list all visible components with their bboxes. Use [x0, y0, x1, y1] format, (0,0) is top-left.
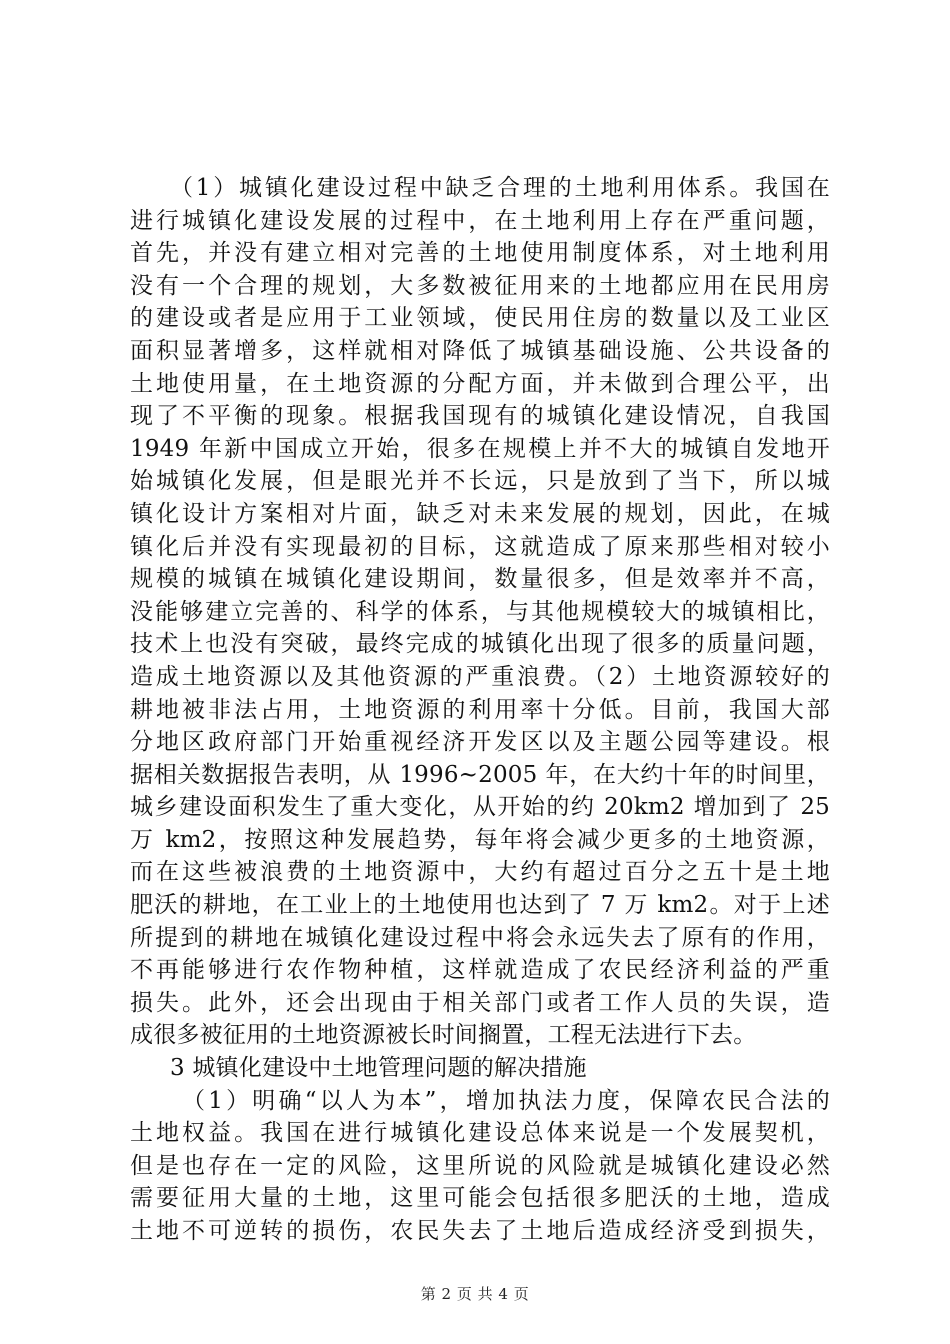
text-line: 耕地被非法占用，土地资源的利用率十分低。目前，我国大部 — [130, 696, 830, 723]
text-line: 成很多被征用的土地资源被长时间搁置，工程无法进行下去。 — [130, 1022, 757, 1049]
text-line: 城乡建设面积发生了重大变化，从开始的约 20km2 增加到了 25 — [130, 794, 830, 821]
text-line: 土地权益。我国在进行城镇化建设总体来说是一个发展契机， — [130, 1120, 830, 1147]
text-line: 不再能够进行农作物种植，这样就造成了农民经济利益的严重 — [130, 957, 830, 984]
text-line: 造成土地资源以及其他资源的严重浪费。（2）土地资源较好的 — [130, 663, 830, 690]
text-line: 肥沃的耕地，在工业上的土地使用也达到了 7 万 km2。对于上述 — [130, 892, 830, 919]
text-line: 始城镇化发展，但是眼光并不长远，只是放到了当下，所以城 — [130, 468, 830, 495]
page-footer — [0, 1283, 950, 1304]
text-line: 分地区政府部门开始重视经济开发区以及主题公园等建设。根 — [130, 729, 830, 756]
text-line: 但是也存在一定的风险，这里所说的风险就是城镇化建设必然 — [130, 1152, 830, 1179]
text-line: 损失。此外，还会出现由于相关部门或者工作人员的失误，造 — [130, 989, 830, 1016]
text-line: 而在这些被浪费的土地资源中，大约有超过百分之五十是土地 — [130, 859, 830, 886]
section-heading: 3 城镇化建设中土地管理问题的解决措施 — [170, 1055, 587, 1082]
text-line: （1）明确“以人为本”，增加执法力度，保障农民合法的 — [182, 1087, 830, 1114]
text-line: 土地不可逆转的损伤，农民失去了土地后造成经济受到损失， — [130, 1218, 830, 1244]
text-line: 的建设或者是应用于工业领域，使民用住房的数量以及工业区 — [130, 305, 830, 332]
text-line: 规模的城镇在城镇化建设期间，数量很多，但是效率并不高， — [130, 566, 830, 593]
text-line: 进行城镇化建设发展的过程中，在土地利用上存在严重问题， — [130, 207, 830, 234]
text-line: 现了不平衡的现象。根据我国现有的城镇化建设情况，自我国 — [130, 403, 830, 430]
text-line: 没能够建立完善的、科学的体系，与其他规模较大的城镇相比， — [130, 598, 830, 625]
text-line: 镇化后并没有实现最初的目标，这就造成了原来那些相对较小 — [130, 533, 830, 560]
text-line: 所提到的耕地在城镇化建设过程中将会永远失去了原有的作用， — [130, 924, 830, 951]
body-text — [130, 172, 830, 1248]
text-line: 土地使用量，在土地资源的分配方面，并未做到合理公平，出 — [130, 370, 830, 397]
text-line: 1949 年新中国成立开始，很多在规模上并不大的城镇自发地开 — [130, 435, 830, 462]
text-line: 镇化设计方案相对片面，缺乏对未来发展的规划，因此，在城 — [130, 500, 830, 527]
text-line: 首先，并没有建立相对完善的土地使用制度体系，对土地利用 — [130, 240, 830, 267]
text-line: 万 km2，按照这种发展趋势，每年将会减少更多的土地资源， — [130, 826, 830, 853]
text-line: 技术上也没有突破，最终完成的城镇化出现了很多的质量问题， — [130, 631, 830, 658]
text-line: （1）城镇化建设过程中缺乏合理的土地利用体系。我国在 — [170, 175, 830, 201]
text-line: 没有一个合理的规划，大多数被征用来的土地都应用在民用房 — [130, 272, 830, 299]
text-line: 面积显著增多，这样就相对降低了城镇基础设施、公共设备的 — [130, 337, 830, 364]
page-number-label: 第 2 页 共 4 页 — [420, 1285, 530, 1303]
text-line: 需要征用大量的土地，这里可能会包括很多肥沃的土地，造成 — [130, 1185, 830, 1212]
text-line: 据相关数据报告表明，从 1996~2005 年，在大约十年的时间里， — [130, 761, 830, 788]
